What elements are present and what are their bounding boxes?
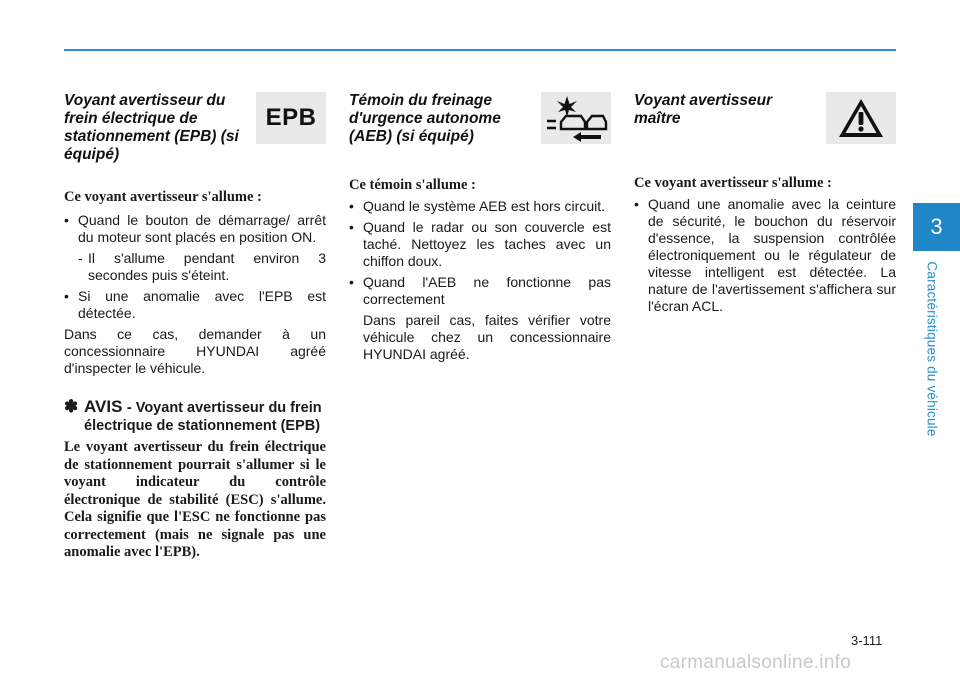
epb-icon [256,92,326,144]
master-lead: Ce voyant avertisseur s'allume : [634,175,832,191]
notice-subtitle: - Voyant avertisseur du frein électrique de stationnement (EPB) [84,400,322,434]
epb-bullet-2: • Si une anomalie avec l'EPB est détectée. [64,288,326,322]
notice-star-icon: ✽ [64,397,79,416]
master-warning-triangle-icon [826,92,896,144]
aeb-heading-row [349,92,611,146]
top-rule [64,49,896,51]
aeb-heading: Témoin du freinage d'urgence autonome (AEB) (si équipé) [349,92,501,145]
master-bullet-1: • Quand une anomalie avec la ceinture de sécurité, le bouchon du réservoir d'essence, la suspension contrôlée électroniquement ou le régulateur de vitesse intelligent est détectée. La nature de l'avertissement s'affichera sur l'écran ACL. [634,196,896,315]
chapter-number: 3 [930,214,943,239]
column-epb [64,92,326,562]
epb-heading-row [64,92,326,164]
epb-paragraph: Dans ce cas, demander à un concessionnaire HYUNDAI agréé d'inspecter le véhicule. [64,326,326,376]
section-title-text: Caractéristiques du véhicule [924,261,940,437]
epb-bullet-1: • Quand le bouton de démarrage/ arrêt du moteur sont placés en position ON. [64,212,326,246]
watermark: carmanualsonline.info [660,652,852,673]
epb-heading: Voyant avertisseur du frein électrique de stationnement (EPB) (si équipé) [64,92,239,163]
master-heading-row [634,92,896,144]
epb-sub-bullet-text: Il s'allume pendant environ 3 secondes puis s'éteint. [88,250,326,283]
column-master-warning [634,92,896,319]
dash-marker: - [78,250,83,266]
aeb-collision-warning-icon [541,92,611,144]
epb-lead: Ce voyant avertisseur s'allume : [64,189,262,205]
epb-sub-bullet [64,250,326,284]
epb-icon-label: EPB [265,104,317,131]
aeb-bullet-2: • Quand le radar ou son couvercle est taché. Nettoyez les taches avec un chiffon doux. [349,219,611,270]
aeb-bullet-3: • Quand l'AEB ne fonctionne pas correctement [349,274,611,308]
epb-notice [64,397,326,435]
page-number: 3-111 [851,633,883,648]
chapter-tab [913,203,960,251]
aeb-bullet-1: • Quand le système AEB est hors circuit. [349,198,611,215]
notice-title: AVIS [84,397,123,416]
notice-text: Le voyant avertisseur du frein électrique de stationnement pourrait s'allumer si le voyant indicateur du contrôle électronique de stabilité (ESC) s'allume. Cela signifie que l'ESC ne fonctionne pas correctement (mais ne signale pas une anomalie avec l'EPB). [64,439,326,560]
aeb-bullet-3-follow: Dans pareil cas, faites vérifier votre véhicule chez un concessionnaire HYUNDAI agréé. [363,312,611,362]
master-heading: Voyant avertisseur maître [634,92,773,127]
aeb-lead: Ce témoin s'allume : [349,177,476,193]
side-section-title [922,254,942,444]
column-aeb [349,92,611,367]
